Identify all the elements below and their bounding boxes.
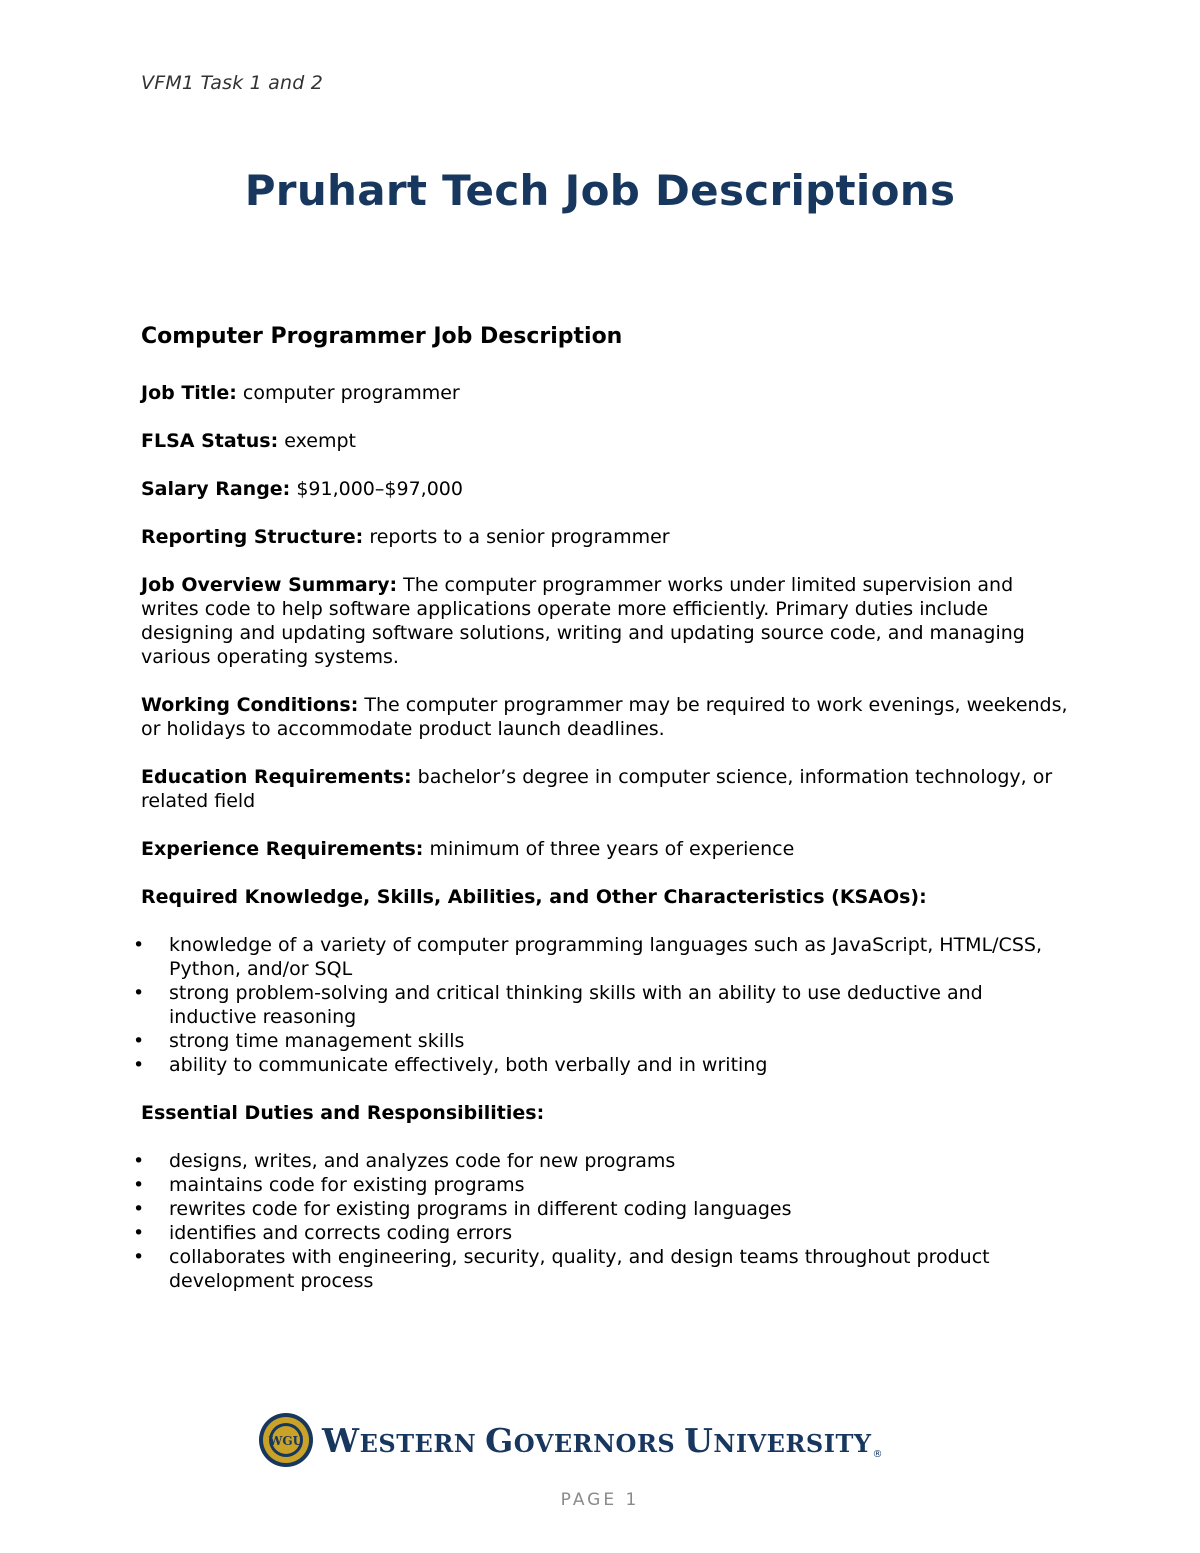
field-job-overview <box>141 573 1071 669</box>
page-number: PAGE 1 <box>560 1490 640 1510</box>
job-description <box>141 322 1071 1317</box>
field-label: Experience Requirements: <box>141 838 424 860</box>
field-label: Reporting Structure: <box>141 526 364 548</box>
field-education <box>141 765 1071 813</box>
list-item: • maintains code for existing programs <box>141 1173 1071 1197</box>
field-value: exempt <box>278 430 356 452</box>
field-value: computer programmer <box>236 382 460 404</box>
list-item: • collaborates with engineering, security, quality, and design teams throughout product development process <box>141 1245 1071 1293</box>
ksao-heading: Required Knowledge, Skills, Abilities, and Other Characteristics (KSAOs): <box>141 886 927 908</box>
field-label: Education Requirements: <box>141 766 412 788</box>
list-item: • ability to communicate effectively, both verbally and in writing <box>141 1053 1071 1077</box>
field-value: $91,000–$97,000 <box>290 478 463 500</box>
field-label: FLSA Status: <box>141 430 279 452</box>
document-title: Pruhart Tech Job Descriptions <box>244 166 956 215</box>
list-item: • identifies and corrects coding errors <box>141 1221 1071 1245</box>
logo-wordmark: WESTERN GOVERNORS UNIVERSITY® <box>322 1420 883 1460</box>
page-header: VFM1 Task 1 and 2 <box>141 72 324 94</box>
list-item: • designs, writes, and analyzes code for new programs <box>141 1149 1071 1173</box>
field-reporting-structure <box>141 525 1071 549</box>
list-item: • strong problem-solving and critical thinking skills with an ability to use deductive and inductive reasoning <box>141 981 1071 1029</box>
registered-mark: ® <box>872 1448 883 1460</box>
seal-text: WGU <box>268 1434 304 1448</box>
list-item: • strong time management skills <box>141 1029 1071 1053</box>
section-heading: Computer Programmer Job Description <box>141 324 623 349</box>
wgu-logo <box>258 1411 883 1469</box>
duties-heading: Essential Duties and Responsibilities: <box>141 1102 545 1124</box>
field-salary-range <box>141 477 1071 501</box>
field-working-conditions <box>141 693 1071 741</box>
field-label: Job Title: <box>141 382 237 404</box>
list-item: • knowledge of a variety of computer programming languages such as JavaScript, HTML/CSS, Python, and/or SQL <box>141 933 1071 981</box>
ksao-list <box>141 933 1071 1077</box>
duties-list <box>141 1149 1071 1293</box>
field-value: The computer programmer works under limited supervision and writes code to help software applications operate more efficiently. Primary duties include designing and updating software solutions, writing and updating source code, and managing various operating systems. <box>141 574 1025 668</box>
field-value: The computer programmer may be required to work evenings, weekends, or holidays to accommodate product launch deadlines. <box>141 694 1068 740</box>
field-value: minimum of three years of experience <box>423 838 795 860</box>
field-value: reports to a senior programmer <box>363 526 670 548</box>
list-item: • rewrites code for existing programs in different coding languages <box>141 1197 1071 1221</box>
field-flsa-status <box>141 429 1071 453</box>
field-label: Working Conditions: <box>141 694 359 716</box>
field-label: Salary Range: <box>141 478 291 500</box>
field-value: bachelor’s degree in computer science, information technology, or related field <box>141 766 1053 812</box>
university-seal-icon <box>258 1412 314 1468</box>
field-job-title <box>141 381 1071 405</box>
field-label: Job Overview Summary: <box>141 574 398 596</box>
field-experience <box>141 837 1071 861</box>
